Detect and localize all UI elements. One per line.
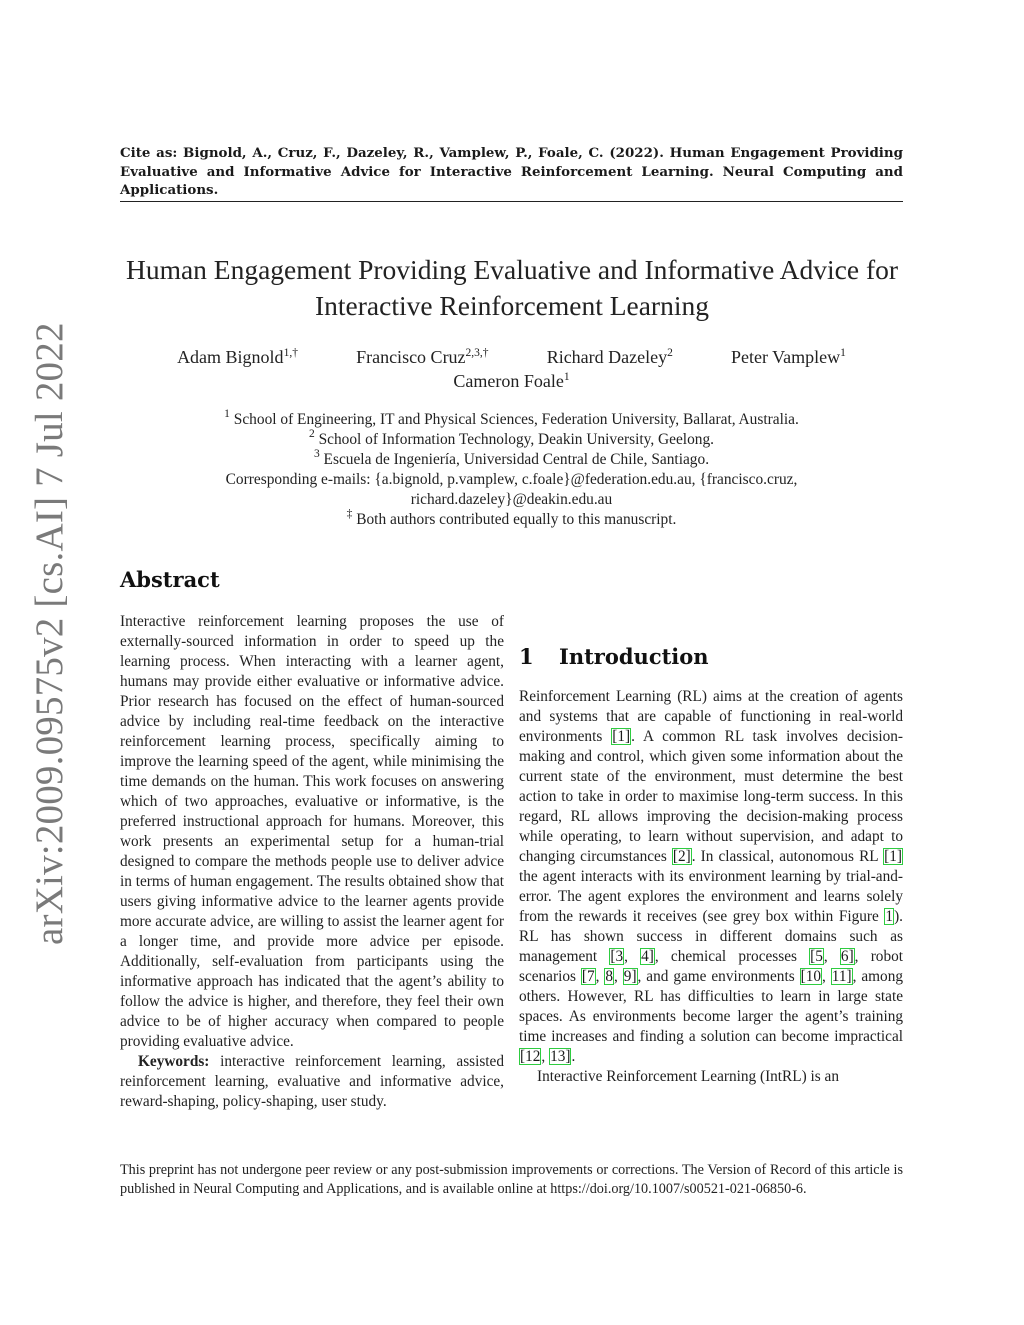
citation-link[interactable]: 13] [550,1048,571,1065]
author-name: Adam Bignold$^{1,\dagger}$ [177,347,298,367]
paper-title: Human Engagement Providing Evaluative and Informative Advice for Interactive Reinforcement Learning [125,254,899,321]
affiliations [120,410,903,530]
figure-link[interactable]: 1 [885,908,894,925]
abstract-heading: Abstract [120,567,220,592]
citation-link[interactable]: 9] [623,968,637,985]
author-name: Richard Dazeley$^2$ [546,347,673,367]
citation-link[interactable]: [1] [884,848,902,865]
citation-link[interactable]: 6] [840,948,854,965]
citation-link[interactable]: [1] [612,728,631,745]
header-rule [120,201,903,202]
introduction-section [519,571,903,1087]
abstract-text: Interactive reinforcement learning proposes the use of externally-sourced information in order to speed up the learning process. When interacting with a learner agent, humans may provide either evaluative or informative advice. Prior research has focused on the effect of human-sourced advice by including real-time feedback on the interactive reinforcement learning process, specifically aiming to improve the learning speed of the agent, while minimising the time demands on the human. This work focuses on answering which of two approaches, evaluative or informative, is the preferred instructional approach for humans. Moreover, this work presents an experimental setup for a human-trial designed to compare the methods people use to deliver advice in terms of human engagement. The results obtained show that users giving informative advice to the learner agents provide more accurate advice, are willing to assist the learner agent for a longer time, and provide more advice per episode. Additionally, self-evaluation from participants using the informative approach has indicated that the agent’s ability to follow the advice is higher, and therefore, they feel their own advice to be of higher accuracy when compared to people providing evaluative advice. [120,613,504,1050]
author-name: Francisco Cruz$^{2,3,\dagger}$ [356,347,489,367]
affiliation-1: $^1$ School of Engineering, IT and Physical Sciences, Federation University, Ballarat, Australia. [224,408,799,428]
citation-link[interactable]: [10 [800,968,821,985]
preprint-footnote: This preprint has not undergone peer review or any post-submission improvements or corrections. The Version of Record of this article is published in Neural Computing and Applications, and is available online at https://doi.org/10.1007/s00521-021-06850-6. [120,1162,903,1197]
citation-link[interactable]: [12 [520,1048,541,1065]
introduction-heading: 1 Introduction [519,644,709,669]
abstract-section [120,566,504,1112]
citation-header: Cite as: Bignold, A., Cruz, F., Dazeley, R., Vamplew, P., Foale, C. (2022). Human Engagement Providing Evaluative and Informative Advice for Interactive Reinforcement Learning. Neural Computing and Applications. [120,145,903,198]
author-name: Peter Vamplew$^1$ [731,347,846,367]
citation-link[interactable]: [7 [581,968,595,985]
citation-link[interactable]: 4] [641,948,654,965]
affiliation-3: $^3$ Escuela de Ingeniería, Universidad Central de Chile, Santiago. [313,448,710,468]
arxiv-identifier: arXiv:2009.09575v2 [cs.AI] 7 Jul 2022 [28,322,71,945]
citation-link[interactable]: 11] [831,968,852,985]
corresponding-emails: Corresponding e-mails: {a.bignold, p.vamplew, c.foale}@federation.edu.au, {francisco.cruz, [225,471,798,488]
author-list [120,345,903,393]
affiliation-2: $^2$ School of Information Technology, Deakin University, Geelong. [308,428,715,448]
citation-link[interactable]: [3 [610,948,624,965]
equal-contribution-note: ‡ Both authors contributed equally to this manuscript. [346,508,677,528]
intro-paragraph-2: Interactive Reinforcement Learning (IntRL) is an [537,1068,839,1085]
keywords: Keywords: interactive reinforcement learning, assisted reinforcement learning, evaluative and informative advice, reward-shaping, policy-shaping, user study. [120,1053,504,1110]
citation-link[interactable]: 8 [605,968,614,985]
citation-link[interactable]: [5 [810,948,823,965]
citation-link[interactable]: [2] [672,848,691,865]
author-name: Cameron Foale$^1$ [453,371,570,391]
corresponding-emails-cont: richard.dazeley}@deakin.edu.au [410,491,613,508]
intro-paragraph: Reinforcement Learning (RL) aims at the creation of agents and systems that are capable of functioning in real-world environments [1]. A common RL task involves decision-making and control, which given some information about the current state of the environment, must determine the best action to take in order to maximise long-term success. In this regard, RL allows improving the decision-making process while operating, to learn without supervision, and adapt to changing circumstances [2]. In classical, autonomous RL [1] the agent interacts with its environment learning by trial-and-error. The agent explores the environment and learns solely from the rewards it receives (see grey box within Figure 1). RL has shown success in different domains such as management [3, 4], chemical processes [5, 6], robot scenarios [7, 8, 9], and game environments [10, 11], among others. However, RL has difficulties to learn in large state spaces. As environments become larger the agent’s training time increases and finding a solution can become impractical [12, 13]. [519,688,903,1065]
